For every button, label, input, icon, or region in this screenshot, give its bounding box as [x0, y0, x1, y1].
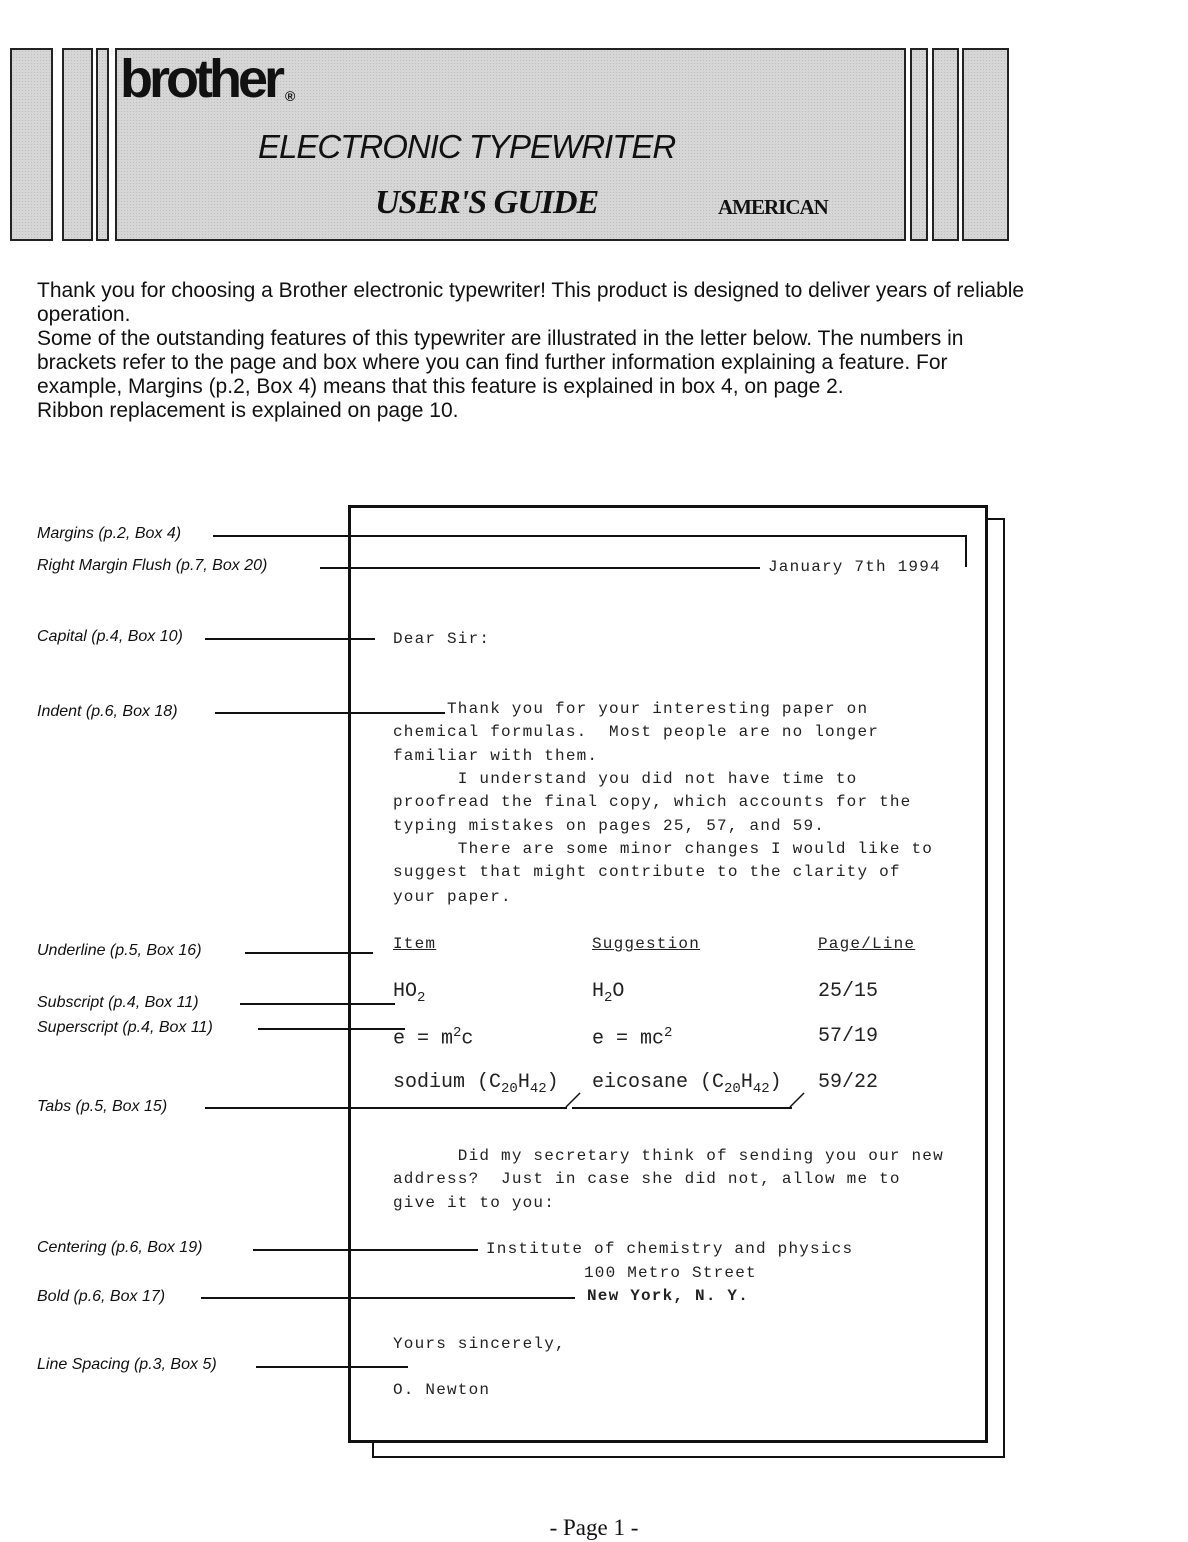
banner-strip	[10, 48, 53, 241]
leader-line	[320, 567, 760, 569]
leader-line	[205, 638, 375, 640]
letter-line: give it to you:	[393, 1194, 556, 1212]
page-number: - Page 1 -	[549, 1515, 639, 1540]
table-cell-suggestion: $e = mc^2$	[592, 1025, 673, 1051]
letter-line: chemical formulas. Most people are no longer	[393, 723, 880, 741]
banner-strip	[962, 48, 1009, 241]
intro-paragraph: Ribbon replacement is explained on page 10.	[37, 399, 459, 422]
label-right-margin-flush: Right Margin Flush (p.7, Box 20)	[37, 557, 268, 574]
table-cell-page: 57/19	[818, 1025, 879, 1048]
letter-line: Thank you for your interesting paper on	[447, 700, 869, 718]
letter-closing: Yours sincerely,	[393, 1335, 566, 1353]
tab-markers	[560, 1090, 810, 1110]
table-header-page-line: Page/Line	[818, 935, 916, 953]
table-cell-item: $e = m^2c$	[393, 1025, 474, 1051]
letter-date: January 7th 1994	[768, 558, 941, 576]
leader-line	[201, 1297, 575, 1299]
document-subtitle: USER'S GUIDE	[375, 184, 599, 221]
banner-strip	[932, 48, 959, 241]
leader-line	[205, 1107, 567, 1109]
table-cell-suggestion: eicosane $(C_{20}H_{42})$	[592, 1071, 782, 1097]
banner-strip	[96, 48, 109, 241]
letter-salutation: Dear Sir:	[393, 630, 491, 648]
letter-signature: O. Newton	[393, 1381, 491, 1399]
tab-marker	[566, 1093, 580, 1107]
table-cell-page: 59/22	[818, 1071, 879, 1094]
address-line: 100 Metro Street	[584, 1264, 757, 1282]
tab-marker	[790, 1093, 804, 1107]
table-cell-item: sodium $(C_{20}H_{42})$	[393, 1071, 559, 1097]
letter-line: I understand you did not have time to	[393, 770, 858, 788]
label-capital: Capital (p.4, Box 10)	[37, 628, 183, 645]
table-cell-suggestion: $H_2O$	[592, 980, 625, 1006]
label-centering: Centering (p.6, Box 19)	[37, 1239, 203, 1256]
label-tabs: Tabs (p.5, Box 15)	[37, 1098, 168, 1115]
label-subscript: Subscript (p.4, Box 11)	[37, 994, 199, 1011]
leader-line	[240, 1003, 395, 1005]
leader-line	[245, 952, 373, 954]
letter-line: familiar with them.	[393, 747, 599, 765]
intro-text	[37, 279, 1027, 423]
brother-logo: brother ®	[120, 49, 296, 109]
leader-line	[253, 1249, 478, 1251]
table-header-item: Item	[393, 935, 437, 953]
address-line-bold: New York, N. Y.	[587, 1287, 750, 1305]
address-line: Institute of chemistry and physics	[486, 1240, 854, 1258]
leader-line	[258, 1028, 405, 1030]
label-line-spacing: Line Spacing (p.3, Box 5)	[37, 1356, 217, 1373]
banner-strip	[910, 48, 928, 241]
table-header-suggestion: Suggestion	[592, 935, 701, 953]
document-title: ELECTRONIC TYPEWRITER	[258, 128, 676, 165]
edition-label: AMERICAN	[718, 195, 828, 219]
intro-paragraph: Some of the outstanding features of this typewriter are illustrated in the letter below. The numbers in brackets refer to the page and box where you can find further information explaining a feature. For example, Margins (p.2, Box 4) means that this feature is explained in box 4, on page 2.	[37, 327, 964, 398]
letter-line: proofread the final copy, which accounts for the	[393, 793, 912, 811]
letter-line: your paper.	[393, 888, 512, 906]
leader-line	[213, 535, 966, 537]
letter-line: suggest that might contribute to the clarity of	[393, 863, 901, 881]
table-cell-item: $HO_2$	[393, 980, 426, 1006]
letter-line: There are some minor changes I would like to	[393, 840, 934, 858]
leader-line	[256, 1366, 408, 1368]
label-margins: Margins (p.2, Box 4)	[37, 525, 182, 542]
leader-line	[215, 712, 445, 714]
letter-line: typing mistakes on pages 25, 57, and 59.	[393, 817, 826, 835]
table-cell-page: 25/15	[818, 980, 879, 1003]
label-superscript: Superscript (p.4, Box 11)	[37, 1019, 213, 1036]
label-indent: Indent (p.6, Box 18)	[37, 703, 178, 720]
letter-line: Did my secretary think of sending you our new	[393, 1147, 944, 1165]
label-underline: Underline (p.5, Box 16)	[37, 942, 202, 959]
leader-line	[965, 535, 967, 567]
banner-strip	[62, 48, 93, 241]
intro-paragraph: Thank you for choosing a Brother electronic typewriter! This product is designed to deliver years of reliable operation.	[37, 279, 1025, 326]
label-bold: Bold (p.6, Box 17)	[37, 1288, 166, 1305]
letter-line: address? Just in case she did not, allow me to	[393, 1170, 901, 1188]
